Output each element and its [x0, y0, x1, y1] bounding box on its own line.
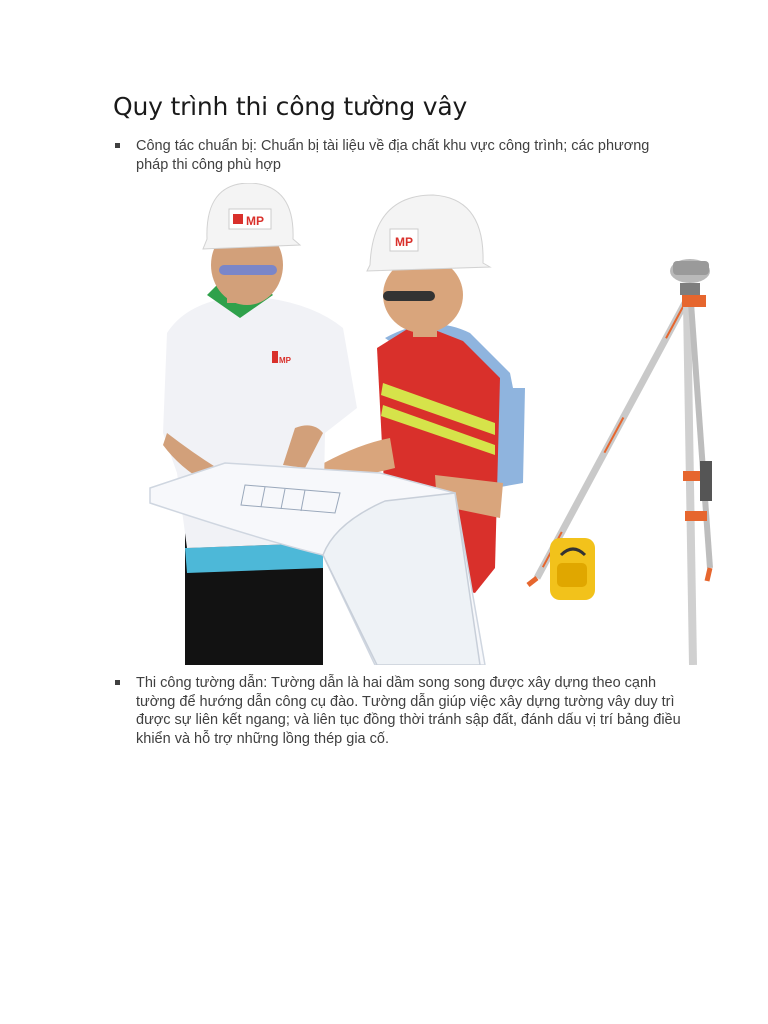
engineers-reviewing-blueprint-photo — [145, 183, 720, 665]
shirt-logo: MP — [279, 356, 291, 365]
helmet-logo: MP — [246, 214, 264, 228]
yellow-instrument-case — [550, 538, 595, 600]
bullet-text: Công tác chuẩn bị: Chuẩn bị tài liệu về địa chất khu vực công trình; các phương pháp thi công phù hợp — [136, 138, 650, 173]
tripod-level-instrument — [528, 259, 712, 665]
square-bullet-icon — [115, 680, 120, 685]
engineer-white-shirt — [163, 183, 357, 665]
bullet-item-preparation — [113, 137, 683, 174]
bullet-text: Thi công tường dẫn: Tường dẫn là hai dầm song song được xây dựng theo cạnh tường để hướng dẫn công cụ đào. Tường dẫn giúp việc xây dựng tường vây duy trì được sự liên kết ngang; và liên tục đồng thời tránh sập đất, đánh dấu vị trí bảng điều khiển và hỗ trợ những lồng thép gia cố. — [136, 675, 681, 747]
bullet-item-guide-wall — [113, 674, 683, 748]
page-title: Quy trình thi công tường vây — [113, 92, 468, 121]
helmet-logo: MP — [395, 235, 413, 249]
square-bullet-icon — [115, 143, 120, 148]
